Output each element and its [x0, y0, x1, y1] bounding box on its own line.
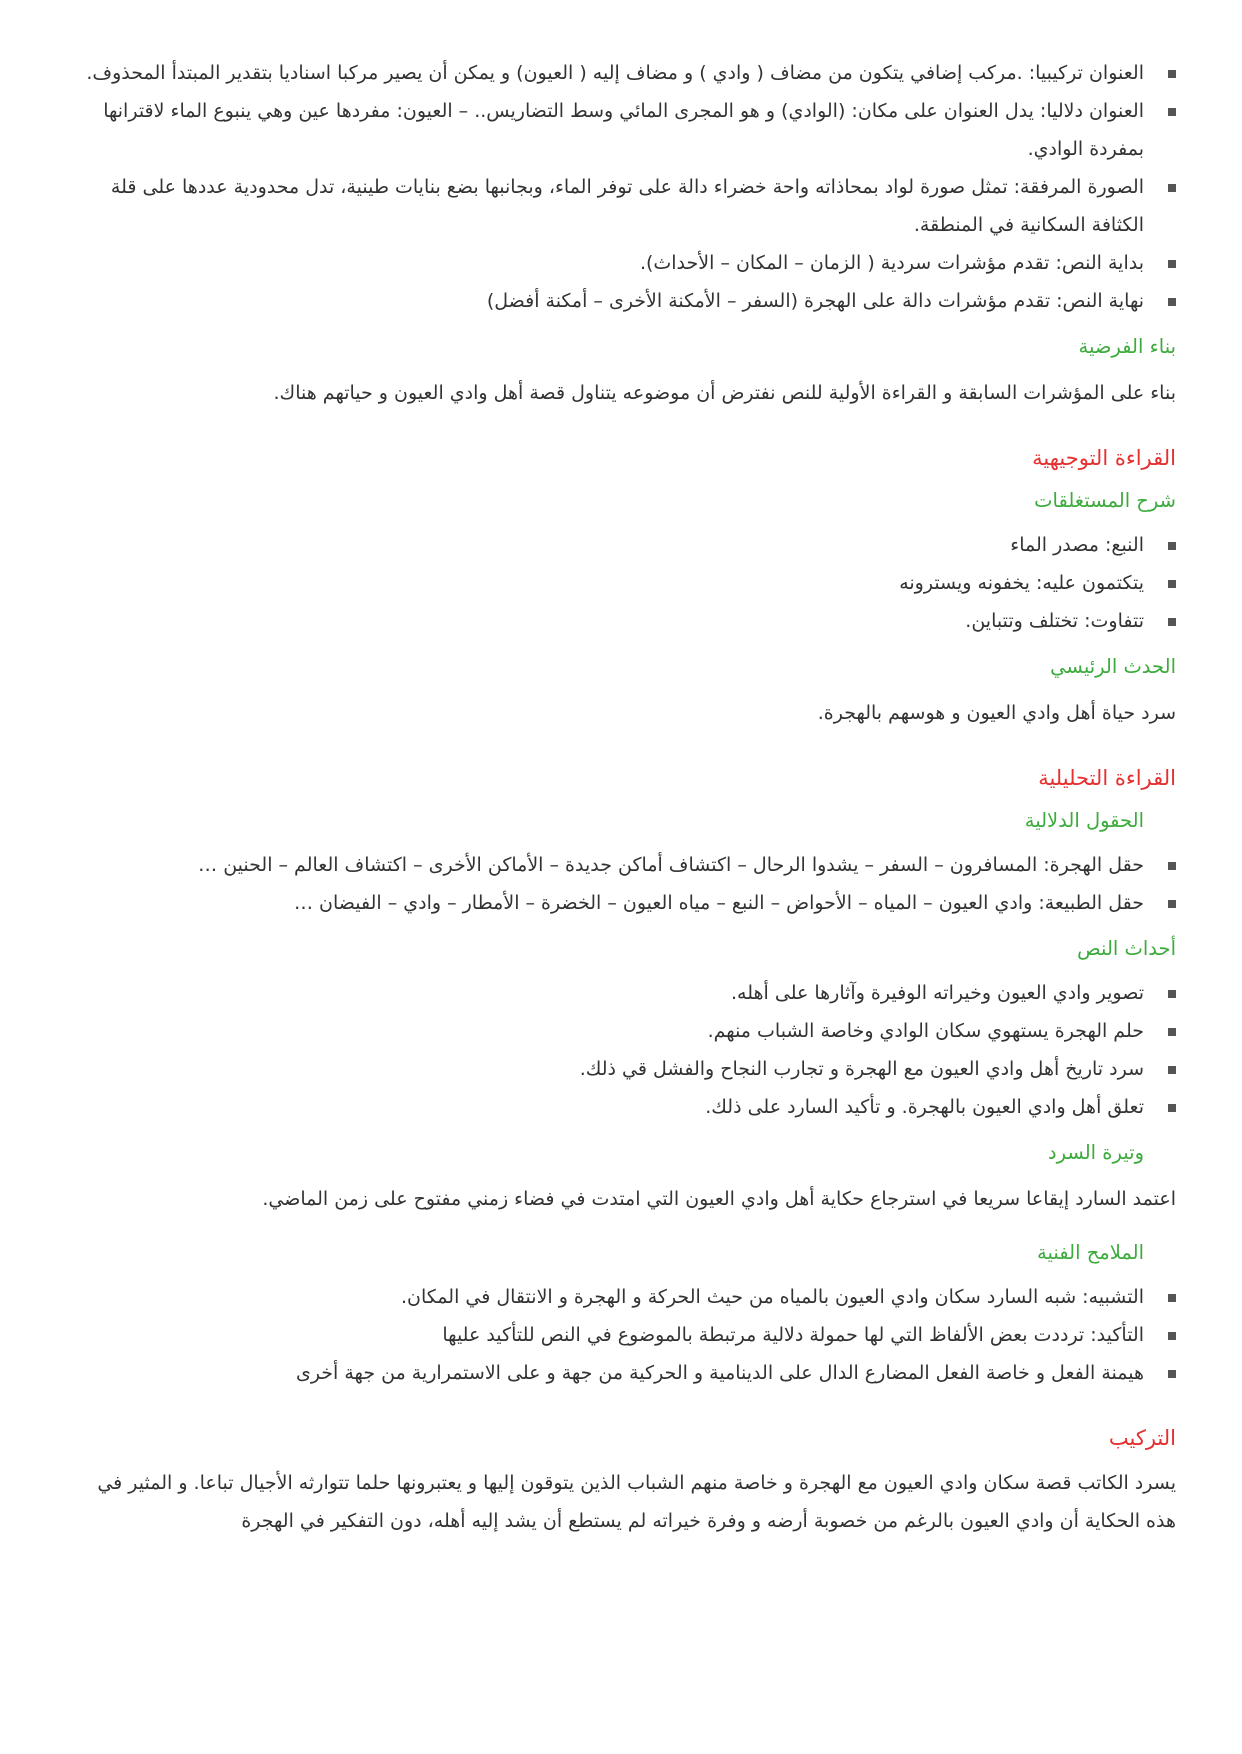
square-bullet-icon	[1168, 1066, 1176, 1074]
events-list	[80, 974, 1176, 1126]
main-event-heading: الحدث الرئيسي	[1050, 655, 1176, 678]
semantic-fields-list	[80, 846, 1176, 922]
list-item-text: حلم الهجرة يستهوي سكان الوادي وخاصة الشباب منهم.	[707, 1020, 1144, 1042]
analytical-reading-heading: القراءة التحليلية	[1038, 766, 1176, 790]
square-bullet-icon	[1168, 1294, 1176, 1302]
square-bullet-icon	[1168, 900, 1176, 908]
list-item-text: بداية النص: تقدم مؤشرات سردية ( الزمان – المكان – الأحداث).	[639, 252, 1144, 274]
list-item	[80, 1012, 1144, 1050]
square-bullet-icon	[1168, 70, 1176, 78]
list-item-text: حقل الطبيعة: وادي العيون – المياه – الأحواض – النبع – مياه العيون – الخضرة – الأمطار – وادي – الفيضان …	[294, 892, 1144, 914]
narrative-pace-heading: وتيرة السرد	[1047, 1141, 1144, 1164]
list-item	[80, 1088, 1144, 1126]
list-item-text: العنوان دلاليا: يدل العنوان على مكان: (الوادي) و هو المجرى المائي وسط التضاريس.. – العيون: مفردها عين وهي ينبوع الماء لاقترانها بمفردة الوادي.	[103, 100, 1144, 160]
vocab-list	[80, 526, 1176, 640]
events-heading: أحداث النص	[1077, 937, 1176, 960]
list-item	[80, 244, 1144, 282]
square-bullet-icon	[1168, 184, 1176, 192]
list-item-text: تصوير وادي العيون وخيراته الوفيرة وآثارها على أهله.	[731, 982, 1144, 1004]
intro-list	[80, 54, 1176, 320]
list-item-text: سرد تاريخ أهل وادي العيون مع الهجرة و تجارب النجاح والفشل قي ذلك.	[579, 1058, 1144, 1080]
main-event-text: سرد حياة أهل وادي العيون و هوسهم بالهجرة.	[817, 702, 1176, 724]
list-item-text: التأكيد: ترددت بعض الألفاظ التي لها حمولة دلالية مرتبطة بالموضوع في النص للتأكيد عليها	[442, 1324, 1144, 1346]
square-bullet-icon	[1168, 108, 1176, 116]
hypothesis-heading: بناء الفرضية	[1078, 335, 1176, 358]
square-bullet-icon	[1168, 1332, 1176, 1340]
synthesis-heading: التركيب	[1108, 1426, 1176, 1450]
list-item	[80, 1050, 1144, 1088]
list-item-text: حقل الهجرة: المسافرون – السفر – يشدوا الرحال – اكتشاف أماكن جديدة – الأماكن الأخرى – اكتشاف العالم – الحنين …	[198, 854, 1144, 876]
list-item	[80, 1354, 1144, 1392]
list-item	[80, 846, 1144, 884]
square-bullet-icon	[1168, 260, 1176, 268]
list-item	[80, 92, 1144, 168]
hypothesis-text: بناء على المؤشرات السابقة و القراءة الأولية للنص نفترض أن موضوعه يتناول قصة أهل وادي العيون و حياتهم هناك.	[273, 382, 1176, 404]
list-item-text: النبع: مصدر الماء	[1010, 534, 1144, 556]
list-item	[80, 54, 1144, 92]
square-bullet-icon	[1168, 618, 1176, 626]
list-item	[80, 884, 1144, 922]
list-item	[80, 602, 1144, 640]
list-item	[80, 974, 1144, 1012]
artistic-features-heading: الملامح الفنية	[1037, 1241, 1144, 1264]
document-page	[80, 62, 1176, 1540]
list-item-text: تتفاوت: تختلف وتتباين.	[965, 610, 1144, 632]
square-bullet-icon	[1168, 1028, 1176, 1036]
square-bullet-icon	[1168, 542, 1176, 550]
list-item-text: هيمنة الفعل و خاصة الفعل المضارع الدال على الدينامية و الحركية من جهة و على الاستمرارية من جهة أخرى	[295, 1362, 1144, 1384]
list-item-text: التشبيه: شبه السارد سكان وادي العيون بالمياه من حيث الحركة و الهجرة و الانتقال في المكان.	[401, 1286, 1144, 1308]
square-bullet-icon	[1168, 298, 1176, 306]
list-item	[80, 1278, 1144, 1316]
square-bullet-icon	[1168, 862, 1176, 870]
square-bullet-icon	[1168, 1104, 1176, 1112]
semantic-fields-heading: الحقول الدلالية	[1024, 809, 1144, 832]
synthesis-text: يسرد الكاتب قصة سكان وادي العيون مع الهجرة و خاصة منهم الشباب الذين يتوقون إليها و يعتبرونها حلما تتوارثه الأجيال تباعا. و المثير في هذه الحكاية أن وادي العيون بالرغم من خصوبة أرضه و وفرة خيراته لم يستطع أن يشد إليه أهله، دون التفكير في الهجرة	[97, 1472, 1176, 1532]
narrative-pace-text: اعتمد السارد إيقاعا سريعا في استرجاع حكاية أهل وادي العيون التي امتدت في فضاء زمني مفتوح على زمن الماضي.	[262, 1188, 1176, 1210]
list-item-text: الصورة المرفقة: تمثل صورة لواد بمحاذاته واحة خضراء دالة على توفر الماء، وبجانبها بضع بنايات طينية، تدل محدودية عددها على قلة الكثافة السكانية في المنطقة.	[110, 176, 1144, 236]
list-item-text: نهاية النص: تقدم مؤشرات دالة على الهجرة (السفر – الأمكنة الأخرى – أمكنة أفضل)	[486, 290, 1144, 312]
list-item	[80, 1316, 1144, 1354]
square-bullet-icon	[1168, 990, 1176, 998]
list-item	[80, 564, 1144, 602]
list-item	[80, 168, 1144, 244]
list-item-text: العنوان تركيبيا: .مركب إضافي يتكون من مضاف ( وادي ) و مضاف إليه ( العيون) و يمكن أن يصير مركبا اسناديا بتقدير المبتدأ المحذوف.	[86, 62, 1144, 84]
list-item	[80, 282, 1144, 320]
vocab-heading: شرح المستغلقات	[1034, 489, 1176, 512]
artistic-features-list	[80, 1278, 1176, 1392]
list-item-text: يتكتمون عليه: يخفونه ويسترونه	[899, 572, 1144, 594]
guided-reading-heading: القراءة التوجيهية	[1032, 446, 1176, 470]
list-item	[80, 526, 1144, 564]
list-item-text: تعلق أهل وادي العيون بالهجرة. و تأكيد السارد على ذلك.	[705, 1096, 1144, 1118]
square-bullet-icon	[1168, 580, 1176, 588]
square-bullet-icon	[1168, 1370, 1176, 1378]
